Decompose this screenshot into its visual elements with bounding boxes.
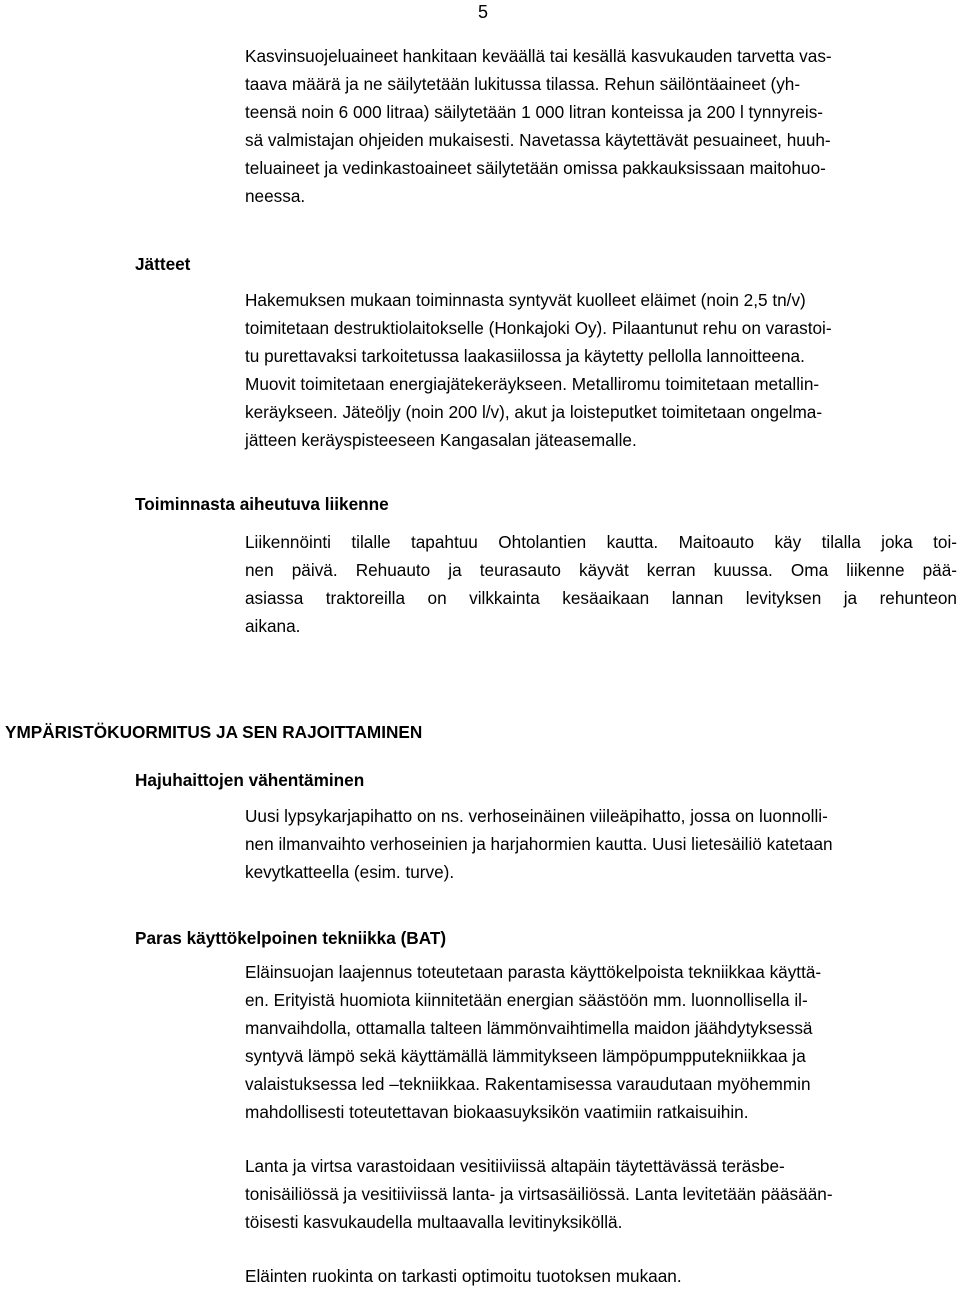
text-line: Eläinten ruokinta on tarkasti optimoitu tuotoksen mukaan.: [245, 1266, 682, 1286]
environment-heading: YMPÄRISTÖKUORMITUS JA SEN RAJOITTAMINEN: [5, 722, 423, 742]
text-line: syntyvä lämpö sekä käyttämällä lämmitykseen lämpöpumpputekniikkaa ja: [245, 1046, 806, 1066]
page-number: 5: [478, 2, 489, 22]
traffic-heading: Toiminnasta aiheutuva liikenne: [135, 494, 389, 514]
bat-paragraph-1: [245, 958, 957, 1126]
waste-heading: Jätteet: [135, 254, 191, 274]
traffic-paragraph: [245, 528, 957, 640]
text-line: teensä noin 6 000 litraa) säilytetään 1 000 litran konteissa ja 200 l tynnyreis-: [245, 102, 824, 122]
text-line: Uusi lypsykarjapihatto on ns. verhoseinäinen viileäpihatto, jossa on luonnolli-: [245, 806, 828, 826]
text-line: mahdollisesti toteutettavan biokaasuyksikön vaatimiin ratkaisuihin.: [245, 1102, 749, 1122]
text-line: kevytkatteella (esim. turve).: [245, 862, 455, 882]
text-line: Lanta ja virtsa varastoidaan vesitiiviissä altapäin täytettävässä teräsbe-: [245, 1156, 785, 1176]
text-line: nen päivä. Rehuauto ja teurasauto käyvät kerran kuussa. Oma liikenne pää-: [245, 560, 957, 580]
text-line: tu purettavaksi tarkoitetussa laakasiilossa ja käytetty pellolla lannoitteena.: [245, 346, 805, 366]
bat-paragraph-3: [245, 1262, 957, 1290]
text-line: tonisäiliössä ja vesitiiviissä lanta- ja virtsasäiliössä. Lanta levitetään pääsään-: [245, 1184, 833, 1204]
text-line: valaistuksessa led –tekniikkaa. Rakentamisessa varaudutaan myöhemmin: [245, 1074, 811, 1094]
text-line: teluaineet ja vedinkastoaineet säilytetään omissa pakkauksissaan maitohuo-: [245, 158, 826, 178]
bat-paragraph-2: [245, 1152, 957, 1236]
text-line: Liikennöinti tilalle tapahtuu Ohtolantien kautta. Maitoauto käy tilalla joka toi-: [245, 532, 957, 552]
text-line: manvaihdolla, ottamalla talteen lämmönvaihtimella maidon jäähdytyksessä: [245, 1018, 813, 1038]
text-line: Muovit toimitetaan energiajätekeräykseen. Metalliromu toimitetaan metallin-: [245, 374, 820, 394]
text-line: Eläinsuojan laajennus toteutetaan parasta käyttökelpoista tekniikkaa käyttä-: [245, 962, 822, 982]
text-line: Hakemuksen mukaan toiminnasta syntyvät kuolleet eläimet (noin 2,5 tn/v): [245, 290, 806, 310]
text-line: asiassa traktoreilla on vilkkainta kesäaikaan lannan levityksen ja rehunteon: [245, 588, 957, 608]
storage-paragraph: [245, 42, 957, 210]
text-line: aikana.: [245, 616, 301, 636]
text-line: sä valmistajan ohjeiden mukaisesti. Navetassa käytettävät pesuaineet, huuh-: [245, 130, 831, 150]
text-line: keräykseen. Jäteöljy (noin 200 l/v), akut ja loisteputket toimitetaan ongelma-: [245, 402, 823, 422]
text-line: töisesti kasvukaudella multaavalla levitinyksiköllä.: [245, 1212, 623, 1232]
text-line: neessa.: [245, 186, 306, 206]
text-line: jätteen keräyspisteeseen Kangasalan jäteasemalle.: [245, 430, 637, 450]
waste-paragraph: [245, 286, 957, 454]
text-line: taava määrä ja ne säilytetään lukitussa tilassa. Rehun säilöntäaineet (yh-: [245, 74, 801, 94]
text-line: Kasvinsuojeluaineet hankitaan keväällä tai kesällä kasvukauden tarvetta vas-: [245, 46, 832, 66]
odour-heading: Hajuhaittojen vähentäminen: [135, 770, 365, 790]
text-line: en. Erityistä huomiota kiinnitetään energian säästöön mm. luonnollisella il-: [245, 990, 808, 1010]
text-line: toimitetaan destruktiolaitokselle (Honkajoki Oy). Pilaantunut rehu on varastoi-: [245, 318, 832, 338]
text-line: nen ilmanvaihto verhoseinien ja harjahormien kautta. Uusi lietesäiliö katetaan: [245, 834, 833, 854]
odour-paragraph: [245, 802, 957, 886]
bat-heading: Paras käyttökelpoinen tekniikka (BAT): [135, 928, 447, 948]
